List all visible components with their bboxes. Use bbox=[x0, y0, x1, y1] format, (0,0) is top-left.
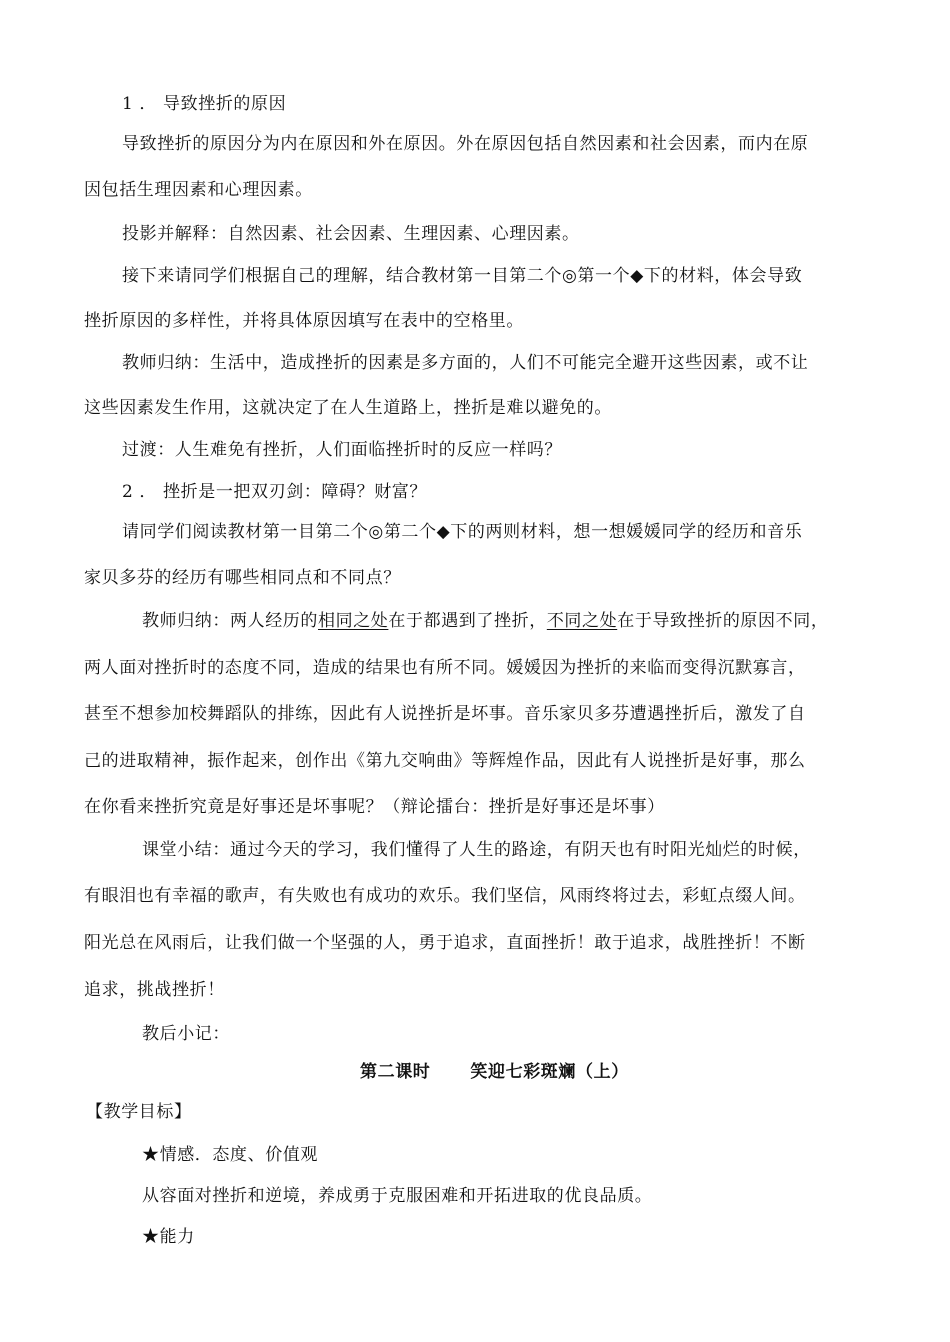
paragraph-line: 挫折原因的多样性，并将具体原因填写在表中的空格里。 bbox=[84, 311, 524, 331]
objective-ability-heading: ★能力 bbox=[142, 1227, 195, 1247]
lesson-title bbox=[360, 1060, 629, 1084]
summary-line: 追求，挑战挫折！ bbox=[84, 980, 225, 1000]
paragraph-line: 接下来请同学们根据自己的理解，结合教材第一目第二个◎第一个◆下的材料，体会导致 bbox=[122, 266, 803, 286]
text-span: 在于都遇到了挫折， bbox=[388, 611, 547, 631]
paragraph-line: 教师归纳：生活中，造成挫折的因素是多方面的，人们不可能完全避开这些因素，或不让 bbox=[122, 353, 809, 373]
post-lesson-notes: 教后小记： bbox=[142, 1024, 230, 1044]
summary-line: 阳光总在风雨后，让我们做一个坚强的人，勇于追求，直面挫折！敢于追求，战胜挫折！不断 bbox=[84, 933, 806, 953]
summary-line: 有眼泪也有幸福的歌声，有失败也有成功的欢乐。我们坚信，风雨终将过去，彩虹点缀人间。 bbox=[84, 886, 806, 906]
paragraph-line: 两人面对挫折时的态度不同，造成的结果也有所不同。媛媛因为挫折的来临而变得沉默寡言， bbox=[84, 658, 806, 678]
paragraph-line: 因包括生理因素和心理因素。 bbox=[84, 180, 313, 200]
paragraph-line: 己的进取精神，振作起来，创作出《第九交响曲》等辉煌作品，因此有人说挫折是好事，那么 bbox=[84, 751, 806, 771]
paragraph-line: 家贝多芬的经历有哪些相同点和不同点？ bbox=[84, 568, 401, 588]
paragraph-line: 在你看来挫折究竟是好事还是坏事呢？（辩论擂台：挫折是好事还是坏事） bbox=[84, 797, 665, 817]
underlined-text-same: 相同之处 bbox=[318, 611, 389, 631]
lesson-title-name: 笑迎七彩斑斓（上） bbox=[470, 1062, 629, 1082]
paragraph-line: 请同学们阅读教材第一目第二个◎第二个◆下的两则材料，想一想媛媛同学的经历和音乐 bbox=[122, 522, 803, 542]
section-heading-double-edged: 2 ． 挫折是一把双刃剑：障碍？财富？ bbox=[122, 482, 428, 502]
text-span: 在于导致挫折的原因不同， bbox=[617, 611, 829, 631]
underlined-text-different: 不同之处 bbox=[546, 611, 618, 631]
paragraph-line: 投影并解释：自然因素、社会因素、生理因素、心理因素。 bbox=[122, 224, 580, 244]
summary-line: 课堂小结：通过今天的学习，我们懂得了人生的路途，有阴天也有时阳光灿烂的时候， bbox=[142, 840, 811, 860]
lesson-title-period: 第二课时 bbox=[360, 1062, 431, 1082]
objective-emotion-heading: ★情感．态度、价值观 bbox=[142, 1145, 318, 1165]
paragraph-line-underlined bbox=[142, 609, 828, 633]
paragraph-line: 导致挫折的原因分为内在原因和外在原因。外在原因包括自然因素和社会因素，而内在原 bbox=[122, 134, 809, 154]
text-span: 教师归纳：两人经历的 bbox=[142, 611, 318, 631]
paragraph-line: 过渡：人生难免有挫折，人们面临挫折时的反应一样吗？ bbox=[122, 440, 562, 460]
paragraph-line: 甚至不想参加校舞蹈队的排练，因此有人说挫折是坏事。音乐家贝多芬遭遇挫折后，激发了自 bbox=[84, 704, 806, 724]
objectives-heading: 【教学目标】 bbox=[86, 1102, 192, 1122]
paragraph-line: 这些因素发生作用，这就决定了在人生道路上，挫折是难以避免的。 bbox=[84, 398, 612, 418]
objective-emotion-text: 从容面对挫折和逆境，养成勇于克服困难和开拓进取的优良品质。 bbox=[142, 1186, 653, 1206]
section-heading-causes: 1 ． 导致挫折的原因 bbox=[122, 94, 287, 114]
